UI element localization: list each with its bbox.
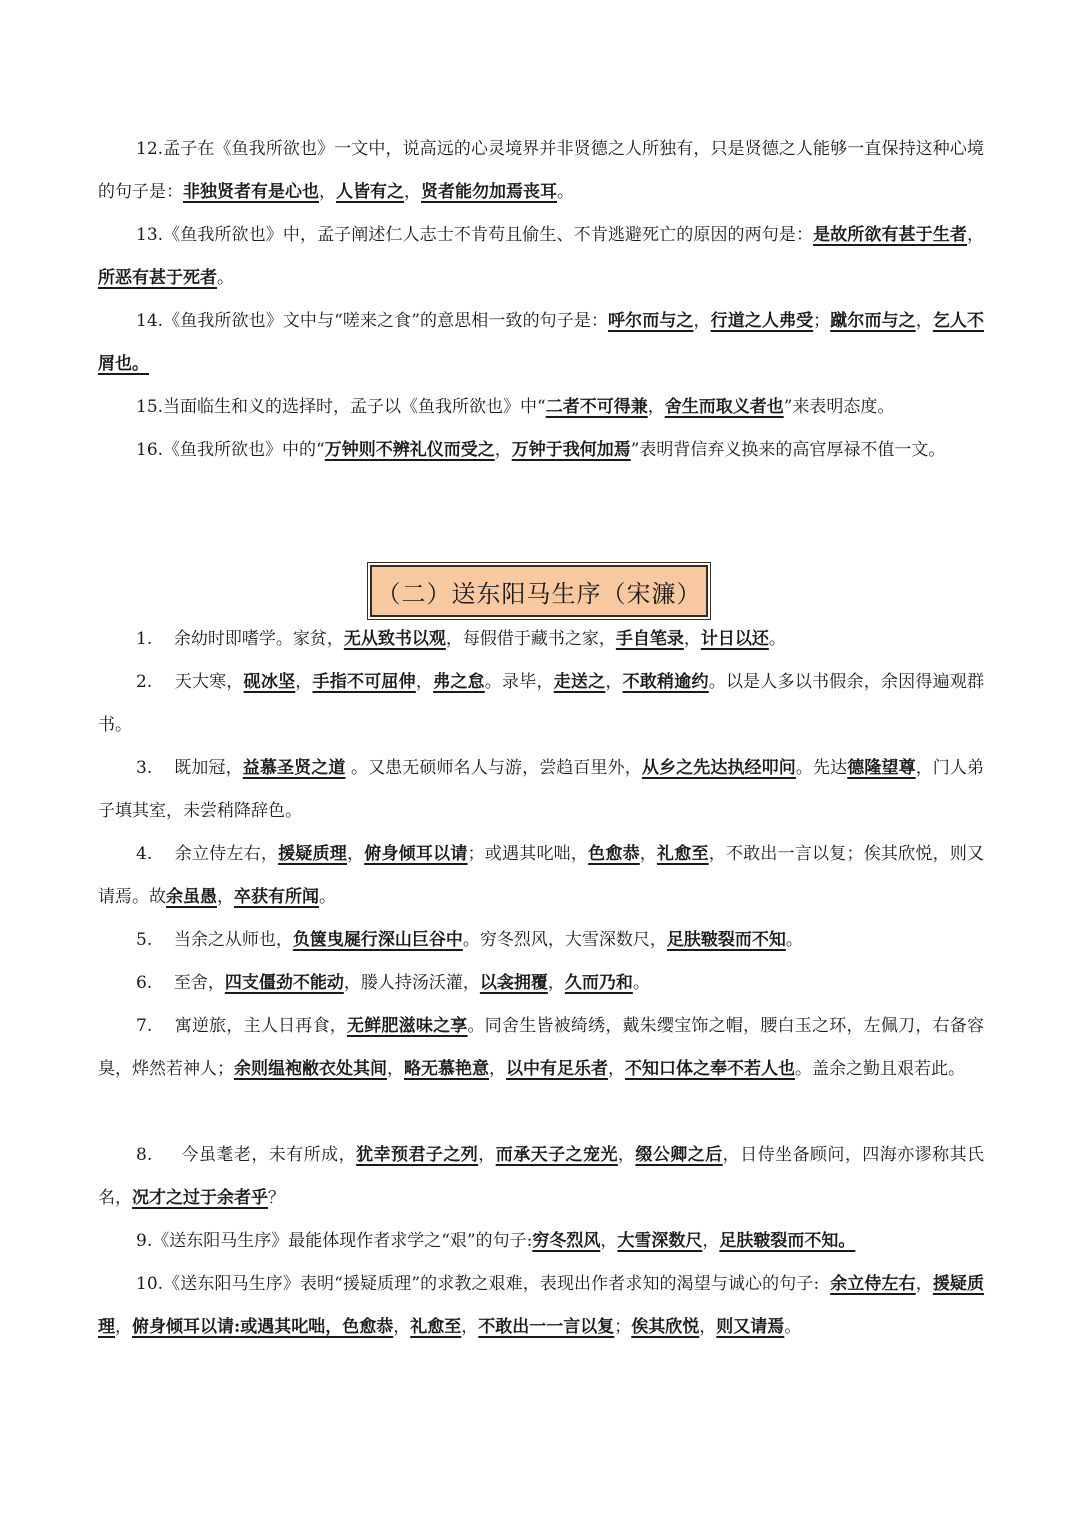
paragraph-s1-12 xyxy=(98,128,984,214)
key-phrase: 俯身倾耳以请 xyxy=(364,844,468,864)
text-run: ，不敢出一言以复；俟其欣悦，则又请焉。故 xyxy=(98,844,985,907)
text-run: 16.《鱼我所欲也》中的“ xyxy=(136,440,325,460)
key-phrase: 略无慕艳意 xyxy=(404,1059,489,1079)
text-run: 。 xyxy=(785,930,803,950)
paragraph-s2-2 xyxy=(98,661,984,747)
text-run: 。又患无硕师名人与游，尝趋百里外， xyxy=(345,758,642,778)
text-run: ， xyxy=(683,629,701,649)
paragraph-s2-8 xyxy=(98,1134,984,1220)
key-phrase: 无从致书以观 xyxy=(343,629,446,649)
text-run: 。 xyxy=(319,887,336,907)
text-run: ， xyxy=(295,672,313,692)
key-phrase: 乞人不屑也。 xyxy=(98,311,985,374)
paragraph-s1-15 xyxy=(98,386,984,429)
paragraph-s2-1 xyxy=(98,618,984,661)
text-run: 1. 余幼时即嗜学。家贫， xyxy=(136,629,344,649)
text-run: ，门人弟子填其室，未尝稍降辞色。 xyxy=(98,758,985,821)
key-phrase: 色愈恭 xyxy=(588,844,640,864)
text-run: ， xyxy=(115,1317,132,1337)
key-phrase: 久而乃和 xyxy=(564,973,633,993)
key-phrase: 缀公卿之后 xyxy=(635,1145,723,1165)
key-phrase: 益慕圣贤之道 xyxy=(242,758,346,778)
key-phrase: 不知口体之奉不若人也 xyxy=(625,1059,795,1079)
paragraph-s2-5 xyxy=(98,919,984,962)
text-run: ， xyxy=(547,973,565,993)
text-run: ；或遇其叱咄， xyxy=(467,844,589,864)
text-run: 。 xyxy=(217,268,234,288)
key-phrase: 计日以还 xyxy=(700,629,769,649)
text-run: 5. 当余之从师也， xyxy=(136,930,293,950)
key-phrase: 援疑质理 xyxy=(98,1274,985,1337)
text-run: ，日侍坐备顾问，四海亦谬称其氏名， xyxy=(98,1145,985,1208)
text-run: ， xyxy=(617,1145,636,1165)
key-phrase: 大雪深数尺 xyxy=(617,1231,703,1251)
text-run: 3. 既加冠， xyxy=(136,758,243,778)
text-run: ， xyxy=(461,1317,479,1337)
paragraph-s1-13 xyxy=(98,214,984,300)
key-phrase: 四支僵劲不能动 xyxy=(224,973,344,993)
text-run: ， xyxy=(608,1059,625,1079)
key-phrase: 卒获有所闻 xyxy=(234,887,319,907)
key-phrase: 援疑质理 xyxy=(278,844,347,864)
key-phrase: 俯身倾耳以请:或遇其叱咄，色愈恭 xyxy=(132,1317,394,1337)
key-phrase: 礼愈至 xyxy=(410,1317,462,1337)
key-phrase: 舍生而取义者也 xyxy=(664,397,784,417)
text-run: ， xyxy=(346,844,365,864)
paragraph-s2-3 xyxy=(98,747,984,833)
key-phrase: 足肤皲裂而不知。 xyxy=(719,1231,856,1251)
text-run: 。穷冬烈风，大雪深数尺， xyxy=(462,930,667,950)
text-run: ， xyxy=(319,182,336,202)
section-heading: （二）送东阳马生序（宋濂） xyxy=(370,565,708,617)
text-run: ， xyxy=(404,182,421,202)
paragraph-s1-16 xyxy=(98,429,984,472)
text-run: 14.《鱼我所欲也》文中与“嗟来之食”的意思相一致的句子是： xyxy=(136,311,609,331)
key-phrase: 负箧曳屣行深山巨谷中 xyxy=(292,930,463,950)
text-run: ， xyxy=(387,1059,404,1079)
text-run: 。先达 xyxy=(795,758,848,778)
text-run: ， xyxy=(478,1145,496,1165)
key-phrase: 不敢稍逾约 xyxy=(622,672,709,692)
key-phrase: 呼尔而与之 xyxy=(608,311,694,331)
text-run: 9.《送东阳马生序》最能体现作者求学之“艰”的句子: xyxy=(136,1231,533,1251)
key-phrase: 二者不可得兼 xyxy=(545,397,648,417)
key-phrase: 砚冰坚 xyxy=(243,672,296,692)
key-phrase: 穷冬烈风 xyxy=(532,1231,601,1251)
key-phrase: 况才之过于余者乎 xyxy=(132,1188,268,1208)
text-run: ， xyxy=(915,311,933,331)
key-phrase: 从乡之先达执经叩问 xyxy=(641,758,796,778)
key-phrase: 不敢出一一言以复 xyxy=(478,1317,615,1337)
text-run: ， xyxy=(217,887,234,907)
key-phrase: 而承天子之宠光 xyxy=(495,1145,618,1165)
text-run: 。录毕， xyxy=(484,672,554,692)
key-phrase: 以中有足乐者 xyxy=(506,1059,608,1079)
text-run: 10.《送东阳马生序》表明“援疑质理”的求教之艰难，表现出作者求知的渴望与诚心的句子: xyxy=(136,1274,831,1294)
text-run: 7. 寓逆旅，主人日再食， xyxy=(136,1016,347,1036)
key-phrase: 所恶有甚于死者 xyxy=(98,268,217,288)
paragraph-s2-9 xyxy=(98,1220,984,1263)
key-phrase: 弗之怠 xyxy=(433,672,485,692)
text-run: 2. 天大寒， xyxy=(136,672,244,692)
text-run: 。以是人多以书假余，余因得遍观群书。 xyxy=(98,672,985,735)
text-run: ， xyxy=(605,672,623,692)
text-run: 6. 至舍， xyxy=(136,973,225,993)
text-run: 8. 今虽耄老，未有所成， xyxy=(136,1145,357,1165)
text-run: ， xyxy=(393,1317,411,1337)
text-run: ， xyxy=(967,225,984,245)
text-run: ？ xyxy=(268,1188,285,1208)
paragraph-s1-14 xyxy=(98,300,984,386)
key-phrase: 则又请焉 xyxy=(716,1317,785,1337)
text-run: ； xyxy=(614,1317,632,1337)
text-run: 4. 余立侍左右， xyxy=(136,844,279,864)
key-phrase: 非独贤者有是心也 xyxy=(183,182,319,202)
text-run: 。 xyxy=(784,1317,802,1337)
key-phrase: 人皆有之 xyxy=(336,182,404,202)
text-run: ， xyxy=(494,440,512,460)
key-phrase: 无鲜肥滋味之享 xyxy=(346,1016,468,1036)
key-phrase: 万钟则不辨礼仪而受之 xyxy=(324,440,495,460)
text-run: ， xyxy=(415,672,434,692)
text-run: ”表明背信弃义换来的高官厚禄不值一文。 xyxy=(630,440,946,460)
text-run: ”来表明态度。 xyxy=(783,397,895,417)
text-run: ， xyxy=(915,1274,933,1294)
text-run: ， xyxy=(600,1231,618,1251)
text-run: 。盖余之勤且艰若此。 xyxy=(795,1059,965,1079)
key-phrase: 余虽愚 xyxy=(166,887,217,907)
key-phrase: 足肤皲裂而不知 xyxy=(666,930,786,950)
text-run: 。 xyxy=(557,182,574,202)
text-run: ， xyxy=(699,1317,717,1337)
text-run: 12.孟子在《鱼我所欲也》一文中，说高远的心灵境界并非贤德之人所独有，只是贤德之人能够一直保持这种心境的句子是： xyxy=(98,139,984,202)
key-phrase: 犹幸预君子之列 xyxy=(356,1145,479,1165)
text-run: 15.当面临生和义的选择时，孟子以《鱼我所欲也》中“ xyxy=(136,397,546,417)
text-run: 13.《鱼我所欲也》中，孟子阐述仁人志士不肯苟且偷生、不肯逃避死亡的原因的两句是： xyxy=(136,225,814,245)
text-run: ， xyxy=(693,311,711,331)
key-phrase: 以衾拥覆 xyxy=(479,973,548,993)
text-run: ，媵人持汤沃灌， xyxy=(343,973,480,993)
key-phrase: 余立侍左右 xyxy=(830,1274,916,1294)
key-phrase: 万钟于我何加焉 xyxy=(511,440,631,460)
key-phrase: 手指不可屈伸 xyxy=(312,672,416,692)
key-phrase: 余则缊袍敝衣处其间 xyxy=(234,1059,387,1079)
key-phrase: 走送之 xyxy=(553,672,606,692)
paragraph-s2-4 xyxy=(98,833,984,919)
text-run: 。同舍生皆被绮绣，戴朱缨宝饰之帽，腰白玉之环，左佩刀，右备容臭，烨然若神人； xyxy=(98,1016,985,1079)
text-run: ， xyxy=(647,397,665,417)
text-run: 。 xyxy=(632,973,650,993)
key-phrase: 俟其欣悦 xyxy=(631,1317,700,1337)
key-phrase: 手自笔录 xyxy=(615,629,684,649)
text-run: ； xyxy=(813,311,831,331)
key-phrase: 行道之人弗受 xyxy=(710,311,814,331)
text-run: ， xyxy=(702,1231,720,1251)
key-phrase: 蹴尔而与之 xyxy=(830,311,916,331)
key-phrase: 德隆望尊 xyxy=(847,758,916,778)
text-run: ， xyxy=(489,1059,506,1079)
key-phrase: 礼愈至 xyxy=(657,844,709,864)
text-run: ， xyxy=(639,844,658,864)
key-phrase: 贤者能勿加焉丧耳 xyxy=(421,182,557,202)
key-phrase: 是故所欲有甚于生者 xyxy=(813,225,967,245)
paragraph-s2-6 xyxy=(98,962,984,1005)
paragraph-s2-7 xyxy=(98,1005,984,1091)
text-run: ，每假借于藏书之家， xyxy=(445,629,616,649)
paragraph-s2-10 xyxy=(98,1263,984,1349)
text-run: 。 xyxy=(768,629,786,649)
